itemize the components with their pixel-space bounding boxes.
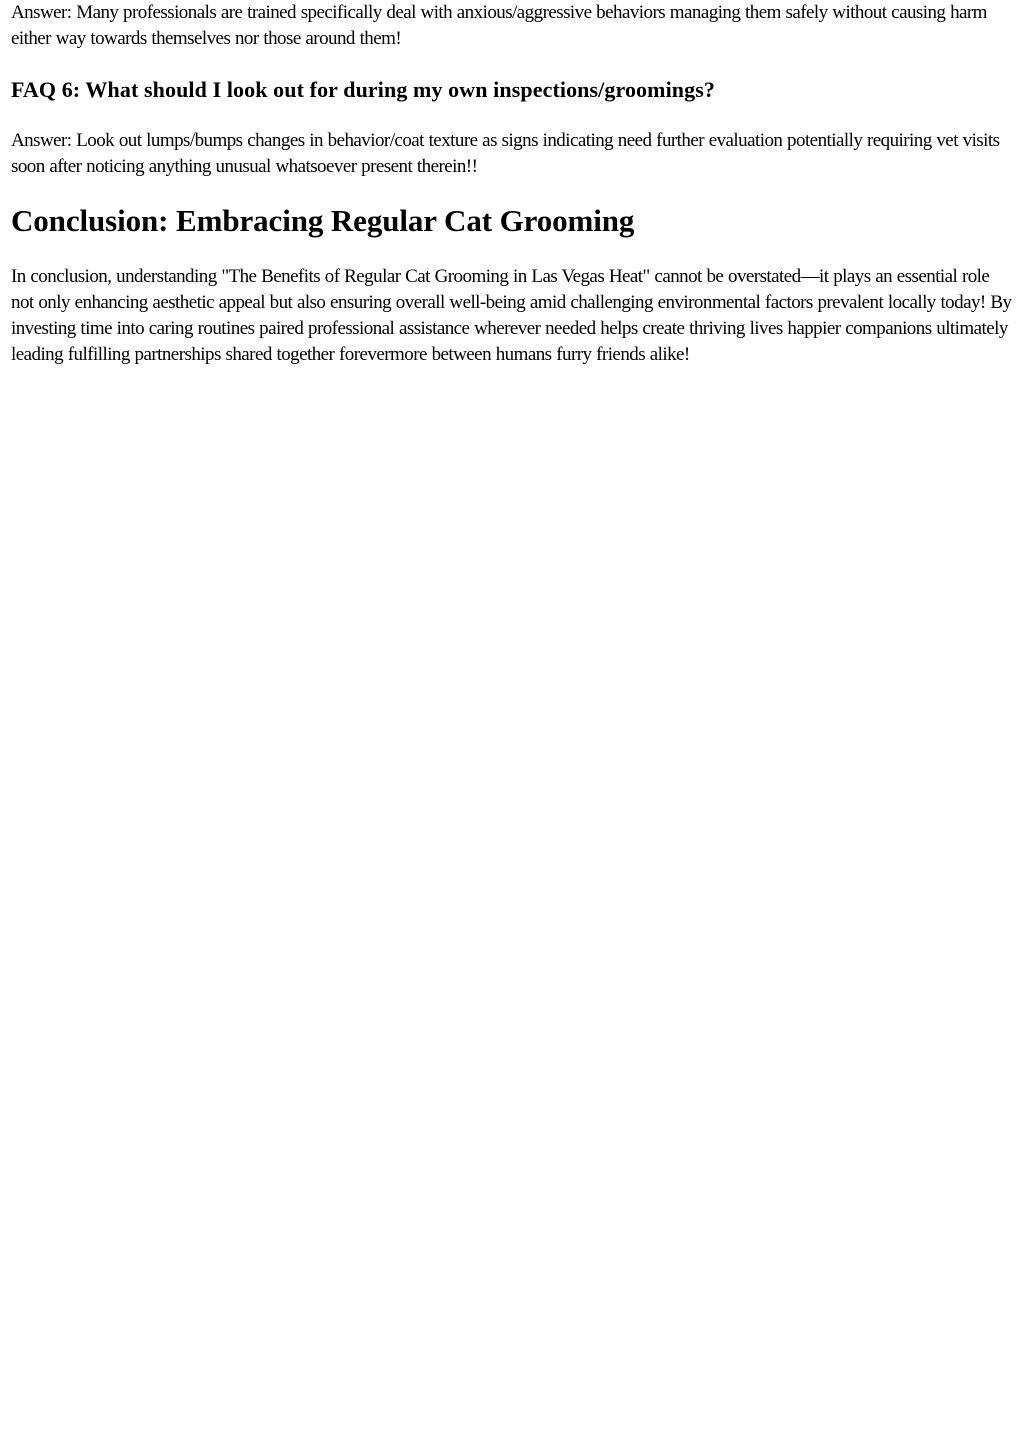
faq5-answer-paragraph: Answer: Many professionals are trained specifically deal with anxious/aggressive behaviors managing them safely without causing harm either way towards themselves nor those around them! [11, 2, 987, 49]
conclusion-heading: Conclusion: Embracing Regular Cat Grooming [11, 203, 635, 238]
document-page [11, 0, 1015, 368]
conclusion-paragraph: In conclusion, understanding "The Benefits of Regular Cat Grooming in Las Vegas Heat" cannot be overstated—it plays an essential role not only enhancing aesthetic appeal but also ensuring overall well-being amid challenging environmental factors prevalent locally today! By investing time into caring routines paired professional assistance wherever needed helps create thriving lives happier companions ultimately leading fulfilling partnerships shared together forevermore between humans furry friends alike! [11, 266, 1012, 365]
faq6-answer-paragraph: Answer: Look out lumps/bumps changes in behavior/coat texture as signs indicating need further evaluation potentially requiring vet visits soon after noticing anything unusual whatsoever present therein!! [11, 130, 1000, 177]
faq6-heading: FAQ 6: What should I look out for during my own inspections/groomings? [11, 77, 715, 102]
